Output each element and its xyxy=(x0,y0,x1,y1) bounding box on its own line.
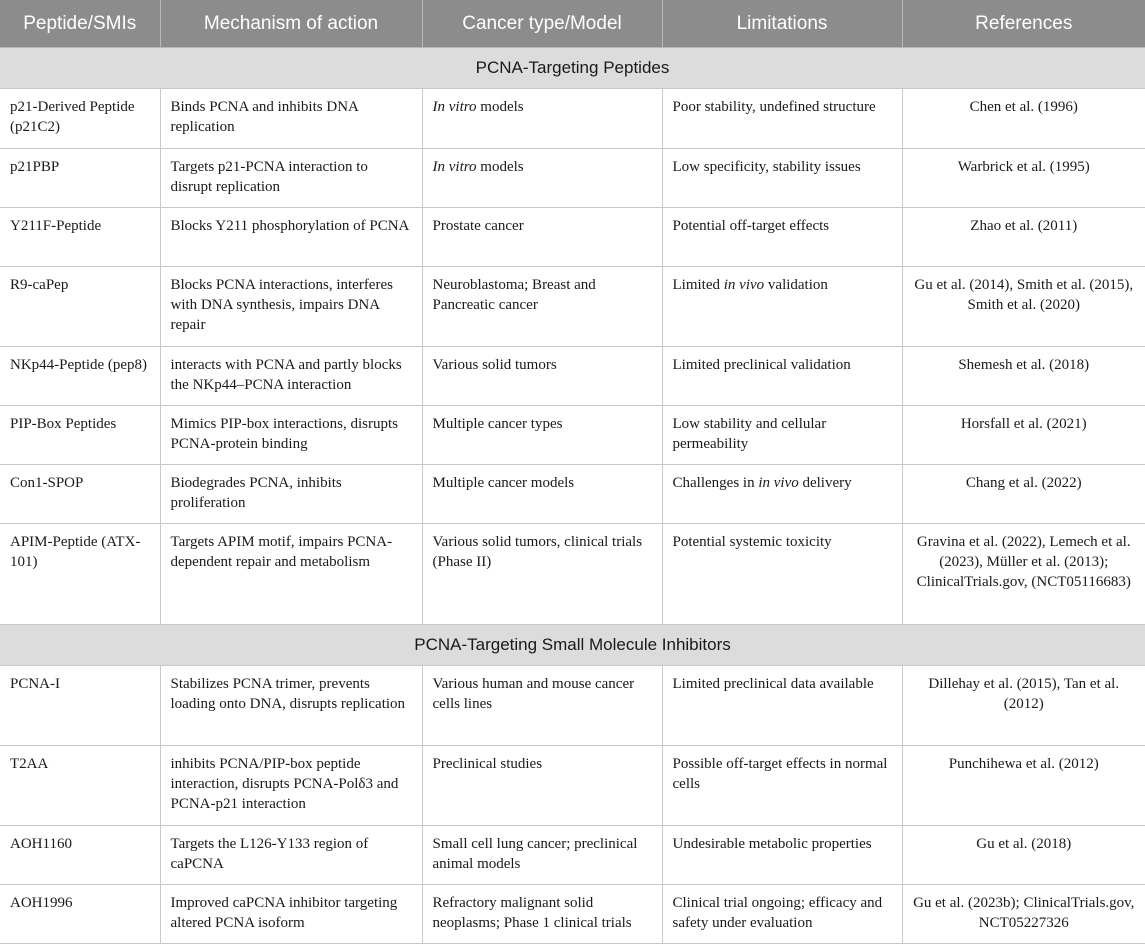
cell-mechanism: Improved caPCNA inhibitor targeting altered PCNA isoform xyxy=(160,885,422,944)
cell-cancer: Various solid tumors, clinical trials (Phase II) xyxy=(422,524,662,625)
cell-cancer: Neuroblastoma; Breast and Pancreatic cancer xyxy=(422,267,662,347)
header-limitations: Limitations xyxy=(662,0,902,48)
cell-references: Gravina et al. (2022), Lemech et al. (2023), Müller et al. (2013); ClinicalTrials.gov, (NCT05116683) xyxy=(902,524,1145,625)
section-title: PCNA-Targeting Peptides xyxy=(0,48,1145,89)
cell-limitations: Potential systemic toxicity xyxy=(662,524,902,625)
cell-peptide: APIM-Peptide (ATX-101) xyxy=(0,524,160,625)
cell-peptide: PIP-Box Peptides xyxy=(0,406,160,465)
cell-references: Gu et al. (2018) xyxy=(902,826,1145,885)
cell-cancer-italic: In vitro xyxy=(432,159,477,175)
cell-limitations: Poor stability, undefined structure xyxy=(662,89,902,149)
cell-cancer: Various human and mouse cancer cells lines xyxy=(422,666,662,746)
cell-limitations xyxy=(662,267,902,347)
cell-limitations: Possible off-target effects in normal cells xyxy=(662,746,902,826)
cell-lim-text: delivery xyxy=(798,475,852,491)
header-peptide: Peptide/SMIs xyxy=(0,0,160,48)
cell-references: Shemesh et al. (2018) xyxy=(902,347,1145,406)
cell-lim-italic: in vivo xyxy=(758,475,799,491)
table-row xyxy=(0,149,1145,208)
cell-references: Chang et al. (2022) xyxy=(902,465,1145,524)
header-references: References xyxy=(902,0,1145,48)
header-cancer-type: Cancer type/Model xyxy=(422,0,662,48)
table-row xyxy=(0,267,1145,347)
cell-limitations: Undesirable metabolic properties xyxy=(662,826,902,885)
cell-cancer xyxy=(422,149,662,208)
header-row xyxy=(0,0,1145,48)
cell-mechanism: interacts with PCNA and partly blocks the NKp44–PCNA interaction xyxy=(160,347,422,406)
cell-mechanism: Blocks Y211 phosphorylation of PCNA xyxy=(160,208,422,267)
cell-mechanism: Targets p21-PCNA interaction to disrupt replication xyxy=(160,149,422,208)
header-mechanism: Mechanism of action xyxy=(160,0,422,48)
cell-cancer-text: models xyxy=(476,159,524,175)
cell-mechanism: inhibits PCNA/PIP-box peptide interaction, disrupts PCNA-Polδ3 and PCNA-p21 interaction xyxy=(160,746,422,826)
cell-cancer-italic: In vitro xyxy=(432,99,477,115)
cell-limitations: Clinical trial ongoing; efficacy and safety under evaluation xyxy=(662,885,902,944)
cell-cancer-text: models xyxy=(476,99,524,115)
cell-references: Dillehay et al. (2015), Tan et al. (2012) xyxy=(902,666,1145,746)
cell-cancer: Multiple cancer models xyxy=(422,465,662,524)
cell-lim-text: validation xyxy=(764,277,828,293)
cell-references: Gu et al. (2023b); ClinicalTrials.gov, NCT05227326 xyxy=(902,885,1145,944)
cell-cancer: Refractory malignant solid neoplasms; Phase 1 clinical trials xyxy=(422,885,662,944)
cell-limitations: Low stability and cellular permeability xyxy=(662,406,902,465)
cell-mechanism: Stabilizes PCNA trimer, prevents loading onto DNA, disrupts replication xyxy=(160,666,422,746)
table-row xyxy=(0,885,1145,944)
cell-lim-italic: in vivo xyxy=(723,277,765,293)
table-row xyxy=(0,347,1145,406)
table-row xyxy=(0,89,1145,149)
section-row-peptides xyxy=(0,48,1145,89)
cell-peptide: Y211F-Peptide xyxy=(0,208,160,267)
section-title: PCNA-Targeting Small Molecule Inhibitors xyxy=(0,625,1145,666)
cell-peptide: AOH1160 xyxy=(0,826,160,885)
cell-mechanism: Targets APIM motif, impairs PCNA-dependent repair and metabolism xyxy=(160,524,422,625)
table-row xyxy=(0,746,1145,826)
table-row xyxy=(0,666,1145,746)
cell-limitations: Limited preclinical data available xyxy=(662,666,902,746)
cell-references: Gu et al. (2014), Smith et al. (2015), Smith et al. (2020) xyxy=(902,267,1145,347)
cell-mechanism: Mimics PIP-box interactions, disrupts PCNA-protein binding xyxy=(160,406,422,465)
cell-peptide: PCNA-I xyxy=(0,666,160,746)
cell-mechanism: Biodegrades PCNA, inhibits proliferation xyxy=(160,465,422,524)
cell-limitations: Potential off-target effects xyxy=(662,208,902,267)
cell-cancer: Multiple cancer types xyxy=(422,406,662,465)
table-row xyxy=(0,826,1145,885)
cell-peptide: p21PBP xyxy=(0,149,160,208)
cell-peptide: NKp44-Peptide (pep8) xyxy=(0,347,160,406)
cell-limitations: Limited preclinical validation xyxy=(662,347,902,406)
cell-references: Horsfall et al. (2021) xyxy=(902,406,1145,465)
cell-cancer xyxy=(422,89,662,149)
table-row xyxy=(0,524,1145,625)
table-row xyxy=(0,406,1145,465)
cell-references: Zhao et al. (2011) xyxy=(902,208,1145,267)
cell-references: Chen et al. (1996) xyxy=(902,89,1145,149)
cell-peptide: p21-Derived Peptide (p21C2) xyxy=(0,89,160,149)
cell-cancer: Preclinical studies xyxy=(422,746,662,826)
cell-limitations: Low specificity, stability issues xyxy=(662,149,902,208)
cell-references: Punchihewa et al. (2012) xyxy=(902,746,1145,826)
cell-mechanism: Binds PCNA and inhibits DNA replication xyxy=(160,89,422,149)
section-row-small-molecules xyxy=(0,625,1145,666)
cell-mechanism: Targets the L126-Y133 region of caPCNA xyxy=(160,826,422,885)
cell-lim-text: Limited xyxy=(672,277,724,293)
table-row xyxy=(0,465,1145,524)
cell-peptide: AOH1996 xyxy=(0,885,160,944)
table-row xyxy=(0,208,1145,267)
cell-references: Warbrick et al. (1995) xyxy=(902,149,1145,208)
cell-cancer: Prostate cancer xyxy=(422,208,662,267)
cell-mechanism: Blocks PCNA interactions, interferes with DNA synthesis, impairs DNA repair xyxy=(160,267,422,347)
cell-limitations xyxy=(662,465,902,524)
cell-cancer: Various solid tumors xyxy=(422,347,662,406)
cell-peptide: T2AA xyxy=(0,746,160,826)
cell-lim-text: Challenges in xyxy=(672,475,759,491)
cell-peptide: R9-caPep xyxy=(0,267,160,347)
cell-peptide: Con1-SPOP xyxy=(0,465,160,524)
cell-cancer: Small cell lung cancer; preclinical animal models xyxy=(422,826,662,885)
